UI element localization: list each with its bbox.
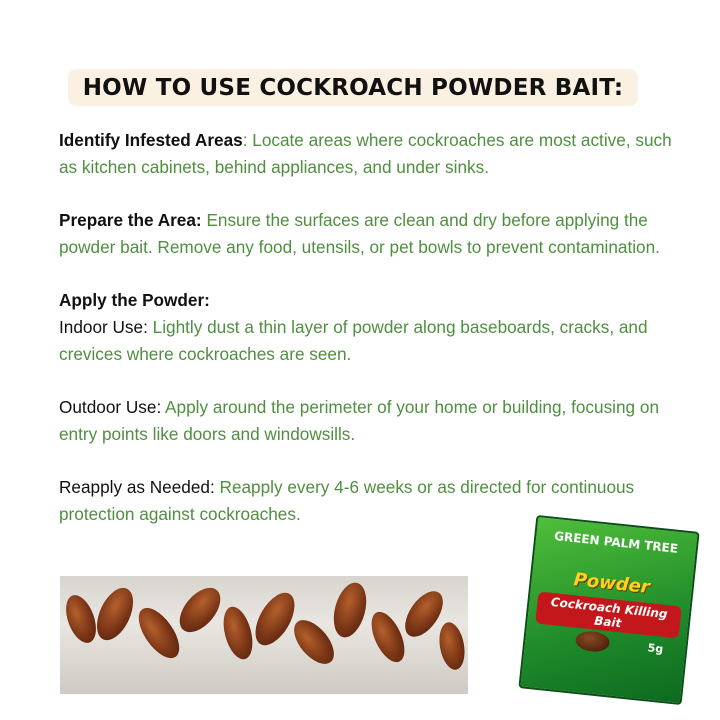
title-banner [68,69,638,106]
cockroach-shape [436,620,468,671]
cockroach-shape [172,580,228,639]
page-title: HOW TO USE COCKROACH POWDER BAIT: [82,74,624,101]
section-lead: Prepare the Area: [59,210,202,230]
product-packet [518,515,699,705]
cockroach-shape [218,604,257,663]
section-apply [59,287,679,368]
section-sep: : [242,130,253,150]
section-text: Locate areas where cockroaches are most active, such as kitchen cabinets, behind appliances, and under sinks. [59,130,672,177]
section-text: Ensure the surfaces are clean and dry before applying the powder bait. Remove any food, utensils, or pet bowls to prevent contamination. [59,210,660,257]
section-lead: Reapply as Needed: [59,477,215,497]
section-lead: Identify Infested Areas [59,130,243,150]
cockroach-photo [60,576,468,694]
section-heading: Apply the Powder: [59,290,210,310]
packet-brand: GREEN PALM TREE [553,528,679,556]
instructions [59,127,679,528]
section-identify [59,127,679,181]
cockroach-shape [365,607,411,667]
section-text: Lightly dust a thin layer of powder along baseboards, cracks, and crevices where cockroaches are seen. [59,317,648,364]
packet-weight: 5g [647,641,664,656]
cockroach-shape [248,586,303,651]
section-text: Reapply every 4-6 weeks or as directed for continuous protection against cockroaches. [59,477,635,524]
cockroach-shape [90,582,141,645]
section-lead: Outdoor Use: [59,397,162,417]
cockroach-shape [328,579,371,641]
section-lead: Indoor Use: [59,317,148,337]
cockroach-icon [575,630,611,653]
packet-word: Powder [572,569,651,599]
cockroach-shape [60,591,102,647]
packet-subtitle: Cockroach Killing Bait [535,592,682,639]
section-text: Apply around the perimeter of your home or building, focusing on entry points like doors and windowsills. [59,397,660,444]
section-prepare [59,207,679,261]
section-outdoor [59,394,679,448]
cockroach-shape [131,601,187,665]
